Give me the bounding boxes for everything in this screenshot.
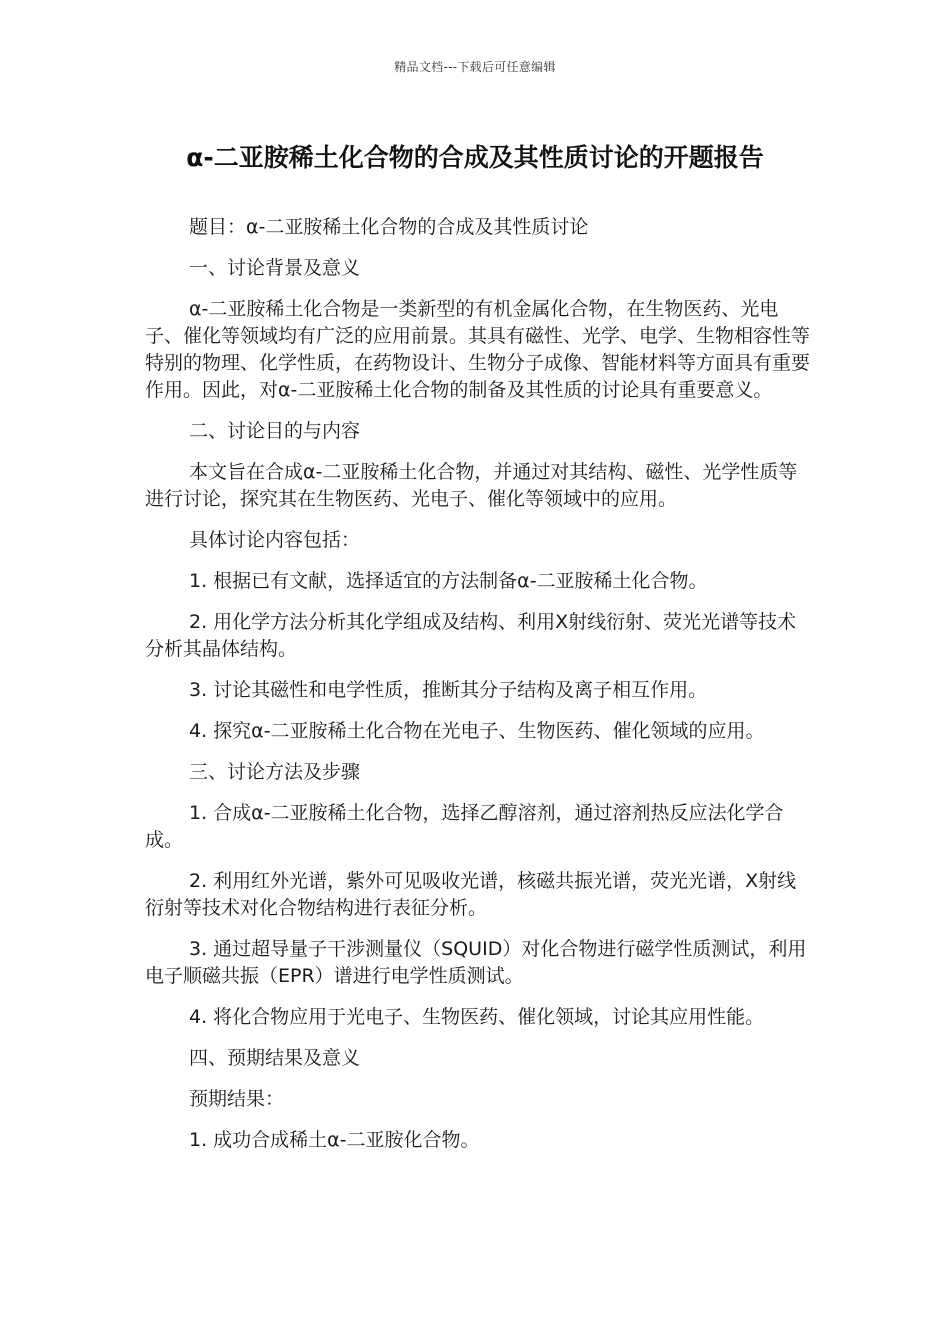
list-item: 1. 成功合成稀土α-二亚胺化合物。: [189, 1129, 480, 1151]
topic-line: 题目：α-二亚胺稀土化合物的合成及其性质讨论: [189, 216, 589, 238]
list-item: 1. 根据已有文献，选择适宜的方法制备α-二亚胺稀土化合物。: [189, 570, 708, 592]
document-title: α-二亚胺稀土化合物的合成及其性质讨论的开题报告: [186, 143, 764, 172]
list-item: 4. 将化合物应用于光电子、生物医药、催化领域，讨论其应用性能。: [189, 1006, 765, 1028]
paragraph: 本文旨在合成α-二亚胺稀土化合物，并通过对其结构、磁性、光学性质等进行讨论，探究其在生物医药、光电子、催化等领域中的应用。: [145, 461, 798, 510]
page-header: 精品文档---下载后可任意编辑: [394, 60, 556, 74]
list-item: 2. 利用红外光谱，紫外可见吸收光谱，核磁共振光谱，荧光光谱，X射线衍射等技术对化合物结构进行表征分析。: [145, 870, 797, 919]
paragraph: 具体讨论内容包括：: [189, 529, 361, 551]
paragraph: 预期结果：: [189, 1088, 285, 1110]
list-item: 3. 通过超导量子干涉测量仪（SQUID）对化合物进行磁学性质测试，利用电子顺磁共振（EPR）谱进行电学性质测试。: [145, 938, 807, 987]
section-heading: 一、讨论背景及意义: [189, 257, 361, 279]
list-item: 3. 讨论其磁性和电学性质，推断其分子结构及离子相互作用。: [189, 679, 708, 701]
list-item: 1. 合成α-二亚胺稀土化合物，选择乙醇溶剂，通过溶剂热反应法化学合成。: [145, 802, 784, 851]
paragraph: α-二亚胺稀土化合物是一类新型的有机金属化合物，在生物医药、光电子、催化等领域均有广泛的应用前景。其具有磁性、光学、电学、生物相容性等特别的物理、化学性质，在药物设计、生物分子成像、智能材料等方面具有重要作用。因此，对α-二亚胺稀土化合物的制备及其性质的讨论具有重要意义。: [145, 298, 811, 401]
section-heading: 四、预期结果及意义: [189, 1047, 361, 1069]
list-item: 2. 用化学方法分析其化学组成及结构、利用X射线衍射、荧光光谱等技术分析其晶体结构。: [145, 611, 797, 660]
document-body: [145, 214, 813, 1168]
section-heading: 三、讨论方法及步骤: [189, 761, 361, 783]
list-item: 4. 探究α-二亚胺稀土化合物在光电子、生物医药、催化领域的应用。: [189, 720, 765, 742]
section-heading: 二、讨论目的与内容: [189, 420, 361, 442]
